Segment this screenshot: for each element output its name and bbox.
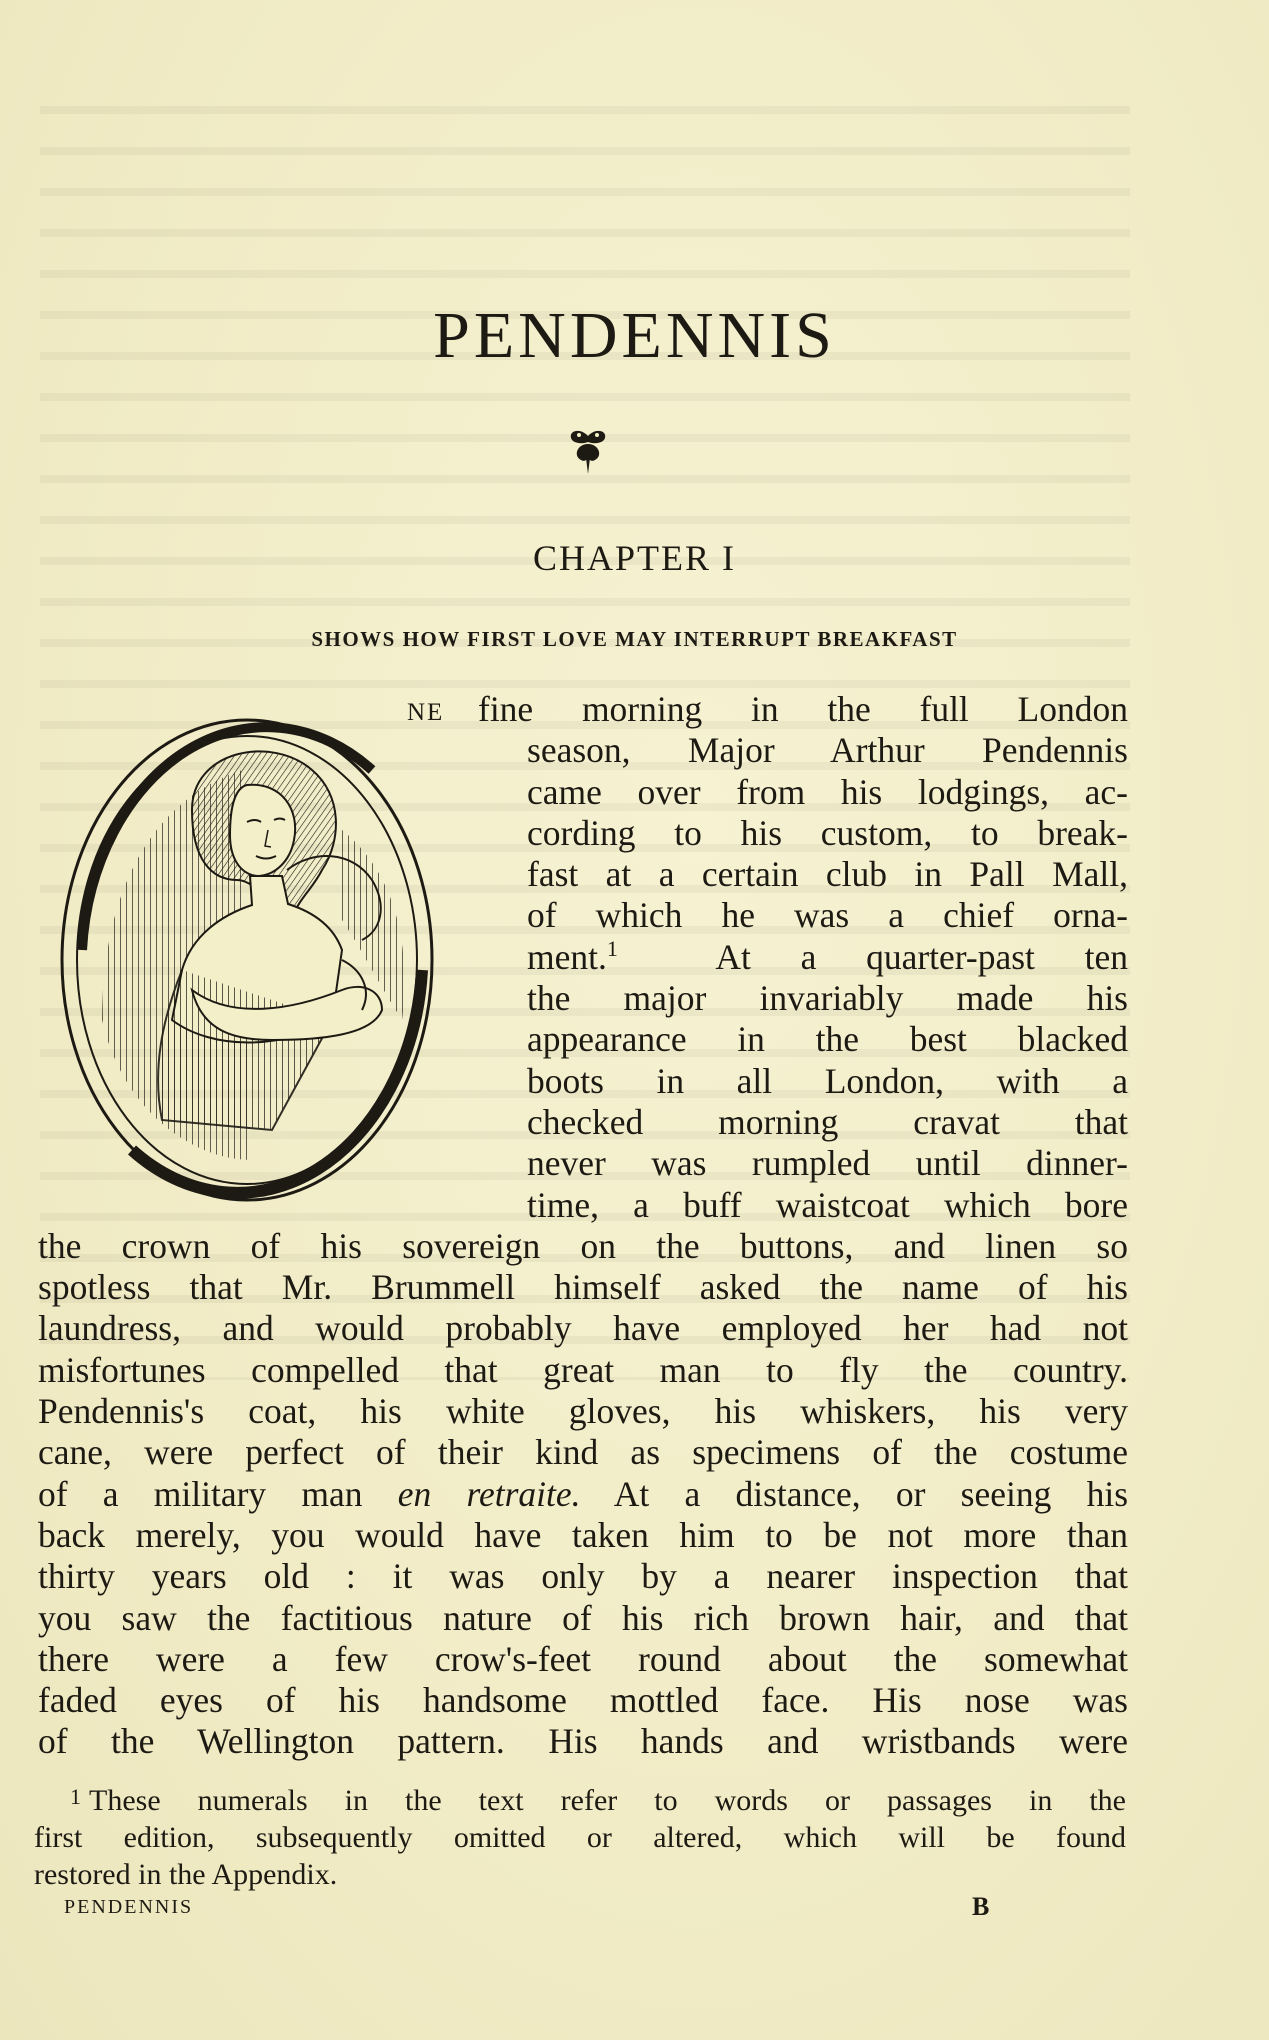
text-line: time, a buff waistcoat which bore — [527, 1184, 1128, 1225]
chapter-subtitle: SHOWS HOW FIRST LOVE MAY INTERRUPT BREAKFAST — [311, 627, 958, 651]
text-line: faded eyes of his handsome mottled face. His nose was — [38, 1680, 1128, 1721]
text-line: there were a few crow's-feet round about the somewhat — [38, 1638, 1128, 1679]
text-line: misfortunes compelled that great man to fly the country. — [38, 1349, 1128, 1390]
text-line — [38, 1474, 1128, 1515]
footnote-reference: 1 — [606, 935, 618, 961]
text-line: fine morning in the full London — [478, 689, 1128, 729]
footnote-text: These numerals in the text refer to words or passages in the — [89, 1784, 1126, 1817]
chapter-heading: CHAPTER I — [532, 538, 736, 578]
text-line: checked morning cravat that — [527, 1101, 1128, 1142]
text-line: you saw the factitious nature of his rich brown hair, and that — [38, 1597, 1128, 1638]
footnote-number: 1 — [70, 1784, 81, 1809]
text-line: season, Major Arthur Pendennis — [527, 730, 1128, 771]
text-span: At a quarter-past ten — [715, 936, 1128, 977]
text-line: came over from his lodgings, ac- — [527, 771, 1128, 812]
footnote — [34, 1778, 1126, 1893]
text-span: of a military man — [38, 1473, 398, 1514]
chapter-body — [38, 689, 1128, 1763]
leaf-ornament-icon — [563, 426, 613, 478]
text-line: appearance in the best blacked — [527, 1019, 1128, 1060]
running-signature: PENDENNIS — [64, 1896, 194, 1918]
footnote-line — [34, 1778, 1126, 1819]
text-line: the crown of his sovereign on the buttons, and linen so — [38, 1225, 1128, 1266]
text-line — [38, 937, 1128, 978]
text-line: of the Wellington pattern. His hands and wristbands were — [38, 1721, 1128, 1762]
text-line: never was rumpled until dinner- — [527, 1143, 1128, 1184]
footnote-line: first edition, subsequently omitted or altered, which will be found — [34, 1821, 1126, 1854]
text-line: boots in all London, with a — [527, 1060, 1128, 1101]
text-line: of which he was a chief orna- — [527, 895, 1128, 936]
italic-phrase: en retraite. — [397, 1473, 581, 1514]
text-line: cording to his custom, to break- — [527, 812, 1128, 853]
book-title: PENDENNIS — [433, 299, 836, 372]
text-line: spotless that Mr. Brummell himself asked the name of his — [38, 1267, 1128, 1308]
text-span: ment. — [527, 936, 607, 977]
footnote-line: restored in the Appendix. — [34, 1858, 338, 1891]
text-line: back merely, you would have taken him to be not more than — [38, 1514, 1128, 1555]
dropcap-continuation: NE — [407, 699, 445, 726]
text-span: At a distance, or seeing his — [580, 1473, 1129, 1514]
signature-mark: B — [972, 1892, 990, 1921]
text-line: fast at a certain club in Pall Mall, — [527, 854, 1128, 895]
text-line: thirty years old : it was only by a nearer inspection that — [38, 1556, 1128, 1597]
text-line: cane, were perfect of their kind as specimens of the costume — [38, 1432, 1128, 1473]
text-line: the major invariably made his — [527, 978, 1128, 1019]
text-line: Pendennis's coat, his white gloves, his whiskers, his very — [38, 1391, 1128, 1432]
text-line: laundress, and would probably have employed her had not — [38, 1308, 1128, 1349]
